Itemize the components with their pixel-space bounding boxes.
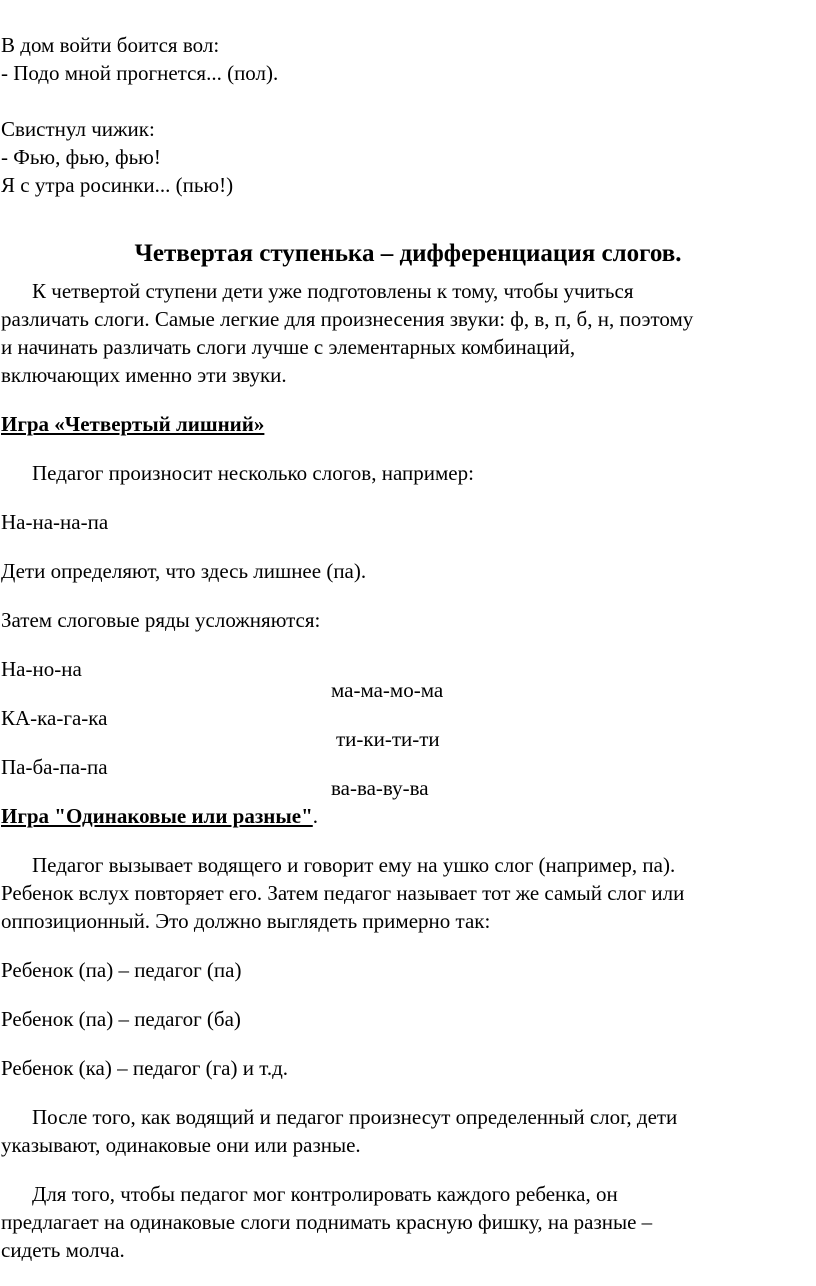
example-line: На-на-на-па bbox=[1, 510, 109, 534]
syllable-row-left: Па-ба-па-па bbox=[1, 755, 108, 779]
paragraph-line: включающих именно эти звуки. bbox=[1, 363, 287, 387]
paragraph-line: предлагает на одинаковые слоги поднимать красную фишку, на разные – bbox=[1, 1210, 653, 1234]
paragraph-line: Затем слоговые ряды усложняются: bbox=[1, 608, 321, 632]
paragraph-line: Для того, чтобы педагог мог контролировать каждого ребенка, он bbox=[32, 1182, 618, 1206]
paragraph-line: Педагог произносит несколько слогов, например: bbox=[32, 461, 474, 485]
example-line: Ребенок (па) – педагог (па) bbox=[1, 958, 242, 982]
paragraph-line: Дети определяют, что здесь лишнее (па). bbox=[1, 559, 367, 583]
paragraph-line: оппозиционный. Это должно выглядеть примерно так: bbox=[1, 909, 491, 933]
paragraph-line: и начинать различать слоги лучше с элементарных комбинаций, bbox=[1, 335, 576, 359]
paragraph-line: После того, как водящий и педагог произнесут определенный слог, дети bbox=[32, 1105, 678, 1129]
poem-line: Я с утра росинки... (пью!) bbox=[1, 173, 234, 197]
paragraph-line: Ребенок вслух повторяет его. Затем педагог называет тот же самый слог или bbox=[1, 881, 685, 905]
game-heading-line bbox=[1, 803, 318, 829]
syllable-row-right: ва-ва-ву-ва bbox=[331, 776, 429, 800]
example-line: Ребенок (па) – педагог (ба) bbox=[1, 1007, 241, 1031]
poem-line: - Фью, фью, фью! bbox=[1, 145, 161, 169]
paragraph-line: сидеть молча. bbox=[1, 1238, 125, 1262]
game-heading: Игра «Четвертый лишний» bbox=[1, 412, 265, 436]
section-title: Четвертая ступенька – дифференциация слогов. bbox=[134, 239, 682, 267]
paragraph-line: К четвертой ступени дети уже подготовлены к тому, чтобы учиться bbox=[32, 279, 634, 303]
heading-suffix: . bbox=[312, 804, 319, 828]
example-line: Ребенок (ка) – педагог (га) и т.д. bbox=[1, 1056, 289, 1080]
syllable-row-right: ти-ки-ти-ти bbox=[336, 727, 440, 751]
poem-line: Свистнул чижик: bbox=[1, 117, 155, 141]
game-heading: Игра "Одинаковые или разные" bbox=[1, 804, 313, 828]
paragraph-line: различать слоги. Самые легкие для произнесения звуки: ф, в, п, б, н, поэтому bbox=[1, 307, 694, 331]
syllable-row-left: На-но-на bbox=[1, 657, 82, 681]
syllable-row-left: КА-ка-га-ка bbox=[1, 706, 108, 730]
poem-line: В дом войти боится вол: bbox=[1, 33, 220, 57]
paragraph-line: Педагог вызывает водящего и говорит ему на ушко слог (например, па). bbox=[32, 853, 676, 877]
paragraph-line: указывают, одинаковые они или разные. bbox=[1, 1133, 361, 1157]
poem-line: - Подо мной прогнется... (пол). bbox=[1, 61, 279, 85]
syllable-row-right: ма-ма-мо-ма bbox=[331, 678, 444, 702]
